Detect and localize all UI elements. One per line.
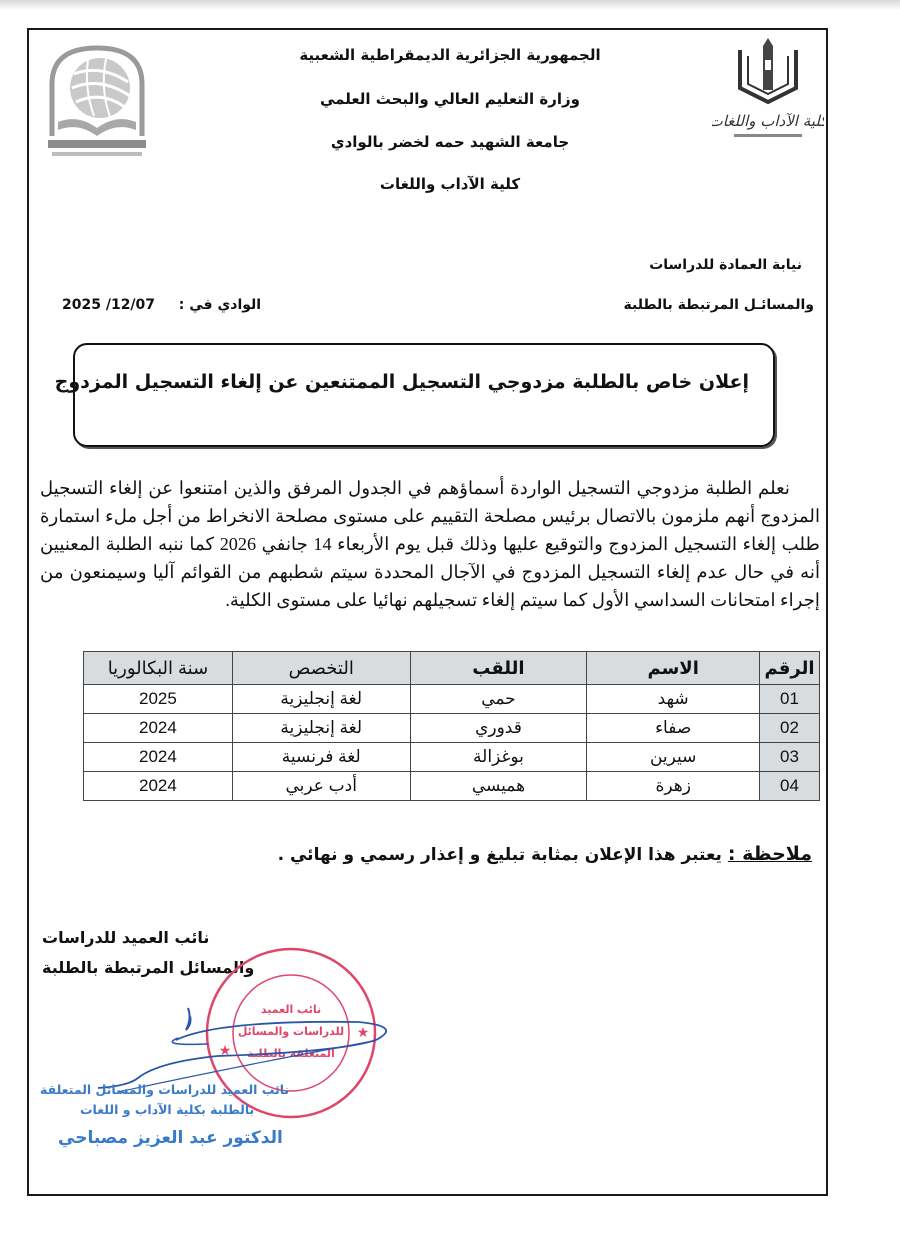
header-faculty: كلية الآداب واللغات (379, 175, 521, 193)
note-label: ملاحظة : (727, 843, 812, 865)
cell-last-name: بوغزالة (410, 743, 587, 772)
department-line-2: والمسائـل المرتبطة بالطلبة (623, 297, 814, 313)
svg-text:كلية الآداب واللغات: كلية الآداب واللغات (712, 112, 824, 130)
date-value: 2025 /12/07 (62, 297, 156, 313)
cell-bac-year: 2024 (84, 714, 233, 743)
header-ministry: وزارة التعليم العالي والبحث العلمي (319, 90, 581, 108)
cell-number: 04 (760, 772, 820, 801)
cell-bac-year: 2025 (84, 685, 233, 714)
svg-text:★: ★ (356, 1025, 370, 1041)
cell-specialty: لغة إنجليزية (232, 714, 410, 743)
col-number: الرقم (760, 652, 820, 685)
svg-text:للدراسات والمسائل: للدراسات والمسائل (237, 1025, 345, 1038)
announcement-body (40, 474, 820, 614)
signatory-name: الدكتور عبد العزيز مصباحي (58, 1128, 283, 1148)
faculty-logo (712, 36, 824, 148)
cell-last-name: حمي (410, 685, 587, 714)
header-university: جامعة الشهيد حمه لخضر بالوادي (330, 133, 570, 151)
minaret-book-icon (712, 36, 824, 148)
cell-number: 02 (760, 714, 820, 743)
scan-edge-shadow (0, 0, 900, 10)
department-line-1: نيابة العمادة للدراسات (649, 257, 802, 273)
cell-specialty: لغة إنجليزية (232, 685, 410, 714)
cell-last-name: هميسي (410, 772, 587, 801)
cell-bac-year: 2024 (84, 772, 233, 801)
cell-number: 03 (760, 743, 820, 772)
table-row (84, 714, 820, 743)
col-last-name: اللقب (410, 652, 587, 685)
cell-first-name: شهد (587, 685, 760, 714)
header-republic: الجمهورية الجزائرية الديمقراطية الشعبية (299, 46, 601, 64)
col-first-name: الاسم (587, 652, 760, 685)
ink-stamp-line-2: بالطلبة بكلية الآداب و اللغات (80, 1102, 255, 1117)
note-line (278, 843, 812, 865)
cell-first-name: سيرين (587, 743, 760, 772)
students-table (83, 651, 820, 801)
cell-number: 01 (760, 685, 820, 714)
svg-text:نائب العميد: نائب العميد (260, 1003, 322, 1016)
cell-bac-year: 2024 (84, 743, 233, 772)
col-bac-year: سنة البكالوريا (84, 652, 233, 685)
col-specialty: التخصص (232, 652, 410, 685)
table-row (84, 685, 820, 714)
cell-first-name: زهرة (587, 772, 760, 801)
globe-book-icon (44, 44, 150, 162)
signature-title-1: نائب العميد للدراسات (42, 928, 210, 947)
announcement-title: إعلان خاص بالطلبة مزدوجي التسجيل الممتنعين عن إلغاء التسجيل المزدوج (54, 371, 749, 393)
svg-text:★: ★ (218, 1043, 232, 1059)
cell-specialty: أدب عربي (232, 772, 410, 801)
announcement-title-box (54, 343, 775, 447)
cell-last-name: قدوري (410, 714, 587, 743)
date-label: الوادي في : (178, 297, 262, 313)
table-row (84, 743, 820, 772)
cell-specialty: لغة فرنسية (232, 743, 410, 772)
body-text: نعلم الطلبة مزدوجي التسجيل الواردة أسماؤهم في الجدول المرفق والذين امتنعوا عن إلغاء التسجيل المزدوج أنهم ملزمون بالاتصال برئيس مصلحة التقييم على مستوى مصلحة الانخراط من أجل ملء استمارة طلب إلغاء التسجيل المزدوج والتوقيع عليها وذلك قبل يوم الأربعاء 14 جانفي 2026 كما ننبه الطلبة المعنيين أنه في حال عدم إلغاء التسجيل المزدوج في الآجال المحددة سيتم شطبهم من القوائم آليا وسيمنعون من إجراء امتحانات السداسي الأول كما سيتم إلغاء تسجيلهم نهائيا على مستوى الكلية. (40, 478, 820, 610)
signature-title-2: والمسائل المرتبطة بالطلبة (42, 958, 255, 977)
svg-text:جامعة الشهيد حمه لخضر بالوادي (203, 945, 210, 949)
date-line (62, 297, 261, 313)
note-text: يعتبر هذا الإعلان بمثابة تبليغ و إعذار رسمي و نهائي . (277, 845, 722, 865)
table-row (84, 772, 820, 801)
table-header-row (84, 652, 820, 685)
ink-stamp-line-1: نائب العميد للدراسات والمسائل المتعلقة (40, 1082, 290, 1097)
cell-first-name: صفاء (587, 714, 760, 743)
svg-text:المتعلقة بالطلبة: المتعلقة بالطلبة (247, 1047, 335, 1060)
university-logo (44, 44, 150, 162)
